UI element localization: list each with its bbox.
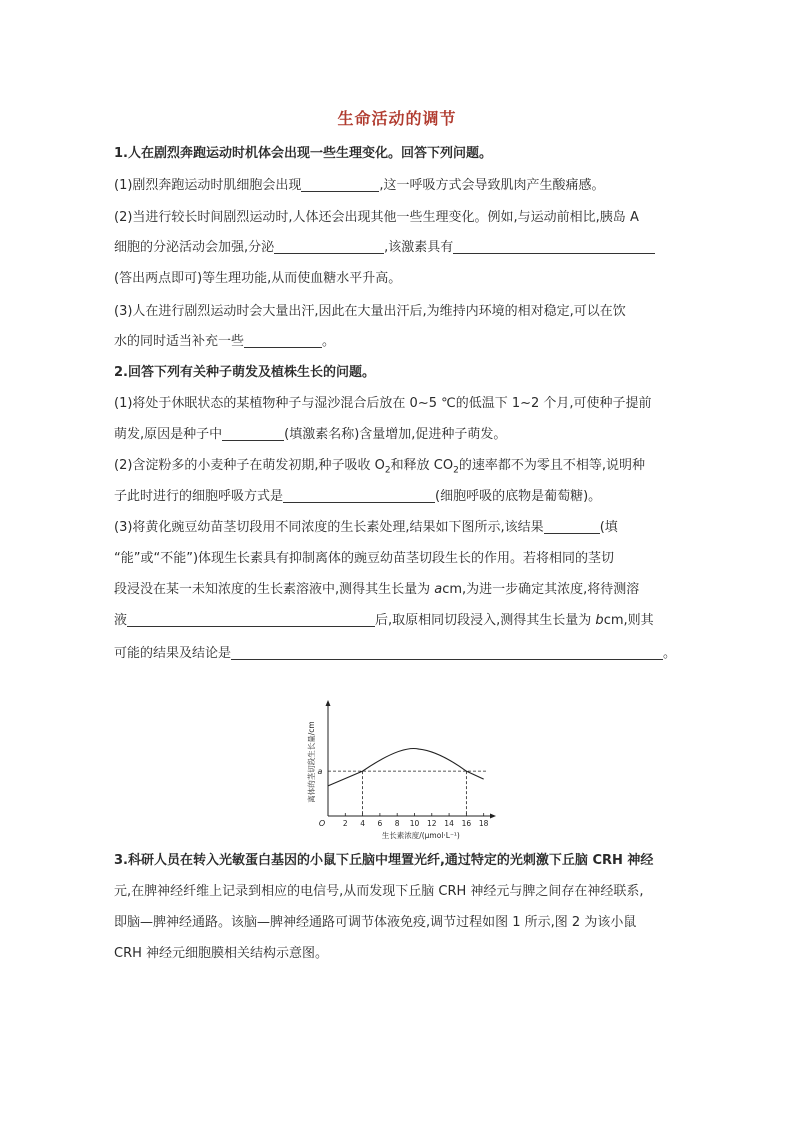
- q2-part3-text-i: 。: [663, 646, 677, 661]
- question-2-stem: 2.回答下列有关种子萌发及植株生长的问题。: [114, 365, 375, 380]
- answer-blank[interactable]: [283, 488, 435, 503]
- variable-b: b: [595, 613, 604, 628]
- q2-part2-text-d: 子此时进行的细胞呼吸方式是: [114, 489, 284, 504]
- subscript: 2: [384, 465, 391, 476]
- q2-part2-line2: [114, 488, 682, 506]
- x-tick-label: 12: [427, 819, 437, 828]
- growth-curve: [328, 749, 484, 786]
- q1-part1: [114, 177, 682, 195]
- q3-line4: CRH 神经元细胞膜相关结构示意图。: [114, 946, 329, 961]
- answer-blank[interactable]: [453, 239, 655, 254]
- q2-part2-text-b: 和释放 CO: [390, 458, 454, 473]
- q2-part3-text-b: (填: [599, 520, 618, 535]
- x-tick-label: 18: [478, 819, 489, 828]
- answer-blank[interactable]: [544, 519, 600, 534]
- q3-line1: 3.科研人员在转入光敏蛋白基因的小鼠下丘脑中埋置光纤,通过特定的光刺激下丘脑 CRH 神经: [114, 853, 654, 868]
- x-tick-label: 2: [342, 819, 348, 828]
- answer-blank[interactable]: [222, 426, 284, 441]
- q1-part2-line3: (答出两点即可)等生理功能,从而使血糖水平升高。: [114, 271, 402, 286]
- growth-chart: [300, 700, 500, 840]
- q1-part3-text-b: 。: [322, 334, 336, 349]
- q1-part3-line1: (3)人在进行剧烈运动时会大量出汗,因此在大量出汗后,为维持内环境的相对稳定,可以在饮: [114, 304, 626, 319]
- x-tick-label: 8: [394, 819, 400, 828]
- q2-part2-text-e: (细胞呼吸的底物是葡萄糖)。: [435, 489, 602, 504]
- q2-part3-text-c: 段浸没在某一未知浓度的生长素溶液中,测得其生长量为: [114, 582, 435, 597]
- x-axis-label: 生长素浓度/(μmol·L⁻¹): [381, 831, 460, 840]
- x-tick-label: 10: [409, 819, 420, 828]
- q2-part3-text-a: (3)将黄化豌豆幼苗茎切段用不同浓度的生长素处理,结果如下图所示,该结果: [114, 520, 544, 535]
- q3-line2: 元,在脾神经纤维上记录到相应的电信号,从而发现下丘脑 CRH 神经元与脾之间存在神经联系,: [114, 884, 644, 899]
- q2-part2-text-c: 的速率都不为零且不相等,说明种: [458, 458, 645, 473]
- q1-part2-text-a: 细胞的分泌活动会加强,分泌: [114, 240, 275, 255]
- q3-line3: 即脑—脾神经通路。该脑—脾神经通路可调节体液免疫,调节过程如图 1 所示,图 2 为该小鼠: [114, 915, 637, 930]
- q2-part2-line1: [114, 457, 682, 480]
- x-axis-arrow: [490, 814, 496, 819]
- q2-part1-text-b: (填激素名称)含量增加,促进种子萌发。: [284, 427, 507, 442]
- y-axis-arrow: [326, 700, 331, 706]
- answer-blank[interactable]: [127, 612, 375, 627]
- q1-part3-text-a: 水的同时适当补充一些: [114, 334, 245, 349]
- q2-part1-text-a: 萌发,原因是种子中: [114, 427, 223, 442]
- q2-part3-line5: [114, 645, 682, 663]
- q1-part2-line1: (2)当进行较长时间剧烈运动时,人体还会出现其他一些生理变化。例如,与运动前相比,胰岛 A: [114, 210, 639, 225]
- y-axis-label: 离体的茎切段生长量/cm: [307, 721, 316, 803]
- q2-part1-line2: [114, 426, 682, 444]
- q2-part3-line1: [114, 519, 682, 537]
- q1-part3-line2: [114, 333, 682, 351]
- subscript: 2: [453, 465, 459, 476]
- q1-part1-text-a: (1)剧烈奔跑运动时肌细胞会出现: [114, 178, 302, 193]
- q2-part3-text-d: cm,为进一步确定其浓度,将待测溶: [442, 582, 640, 597]
- x-tick-label: 16: [461, 819, 472, 828]
- answer-blank[interactable]: [244, 333, 322, 348]
- answer-blank[interactable]: [301, 177, 379, 192]
- y-tick-label-a: a: [317, 767, 323, 777]
- q1-part1-text-b: ,这一呼吸方式会导致肌肉产生酸痛感。: [379, 178, 605, 193]
- x-tick-label: 6: [377, 819, 383, 828]
- q2-part2-text-a: (2)含淀粉多的小麦种子在萌发初期,种子吸收 O: [114, 458, 385, 473]
- q2-part3-text-e: 液: [114, 613, 128, 628]
- answer-blank[interactable]: [231, 645, 663, 660]
- q2-part3-line3: [114, 581, 682, 599]
- origin-label: O: [318, 819, 326, 828]
- q1-part2-text-b: ,该激素具有: [384, 240, 454, 255]
- q2-part3-line4: [114, 612, 682, 630]
- q2-part3-text-f: 后,取原相同切段浸入,测得其生长量为: [375, 613, 596, 628]
- question-1-stem: 1.人在剧烈奔跑运动时机体会出现一些生理变化。回答下列问题。: [114, 146, 492, 161]
- q1-part2-line2: [114, 239, 682, 257]
- variable-a: a: [434, 582, 443, 597]
- q2-part3-text-g: cm,则其: [603, 613, 654, 628]
- x-tick-label: 14: [444, 819, 454, 828]
- page-title: 生命活动的调节: [337, 109, 457, 128]
- x-tick-label: 4: [360, 819, 365, 828]
- q2-part3-line2: “能”或“不能”)体现生长素具有抑制离体的豌豆幼苗茎切段生长的作用。若将相同的茎切: [114, 551, 615, 566]
- q2-part3-text-h: 可能的结果及结论是: [114, 646, 232, 661]
- q2-part1-line1: (1)将处于休眠状态的某植物种子与湿沙混合后放在 0~5 ℃的低温下 1~2 个月,可使种子提前: [114, 396, 652, 411]
- answer-blank[interactable]: [274, 239, 384, 254]
